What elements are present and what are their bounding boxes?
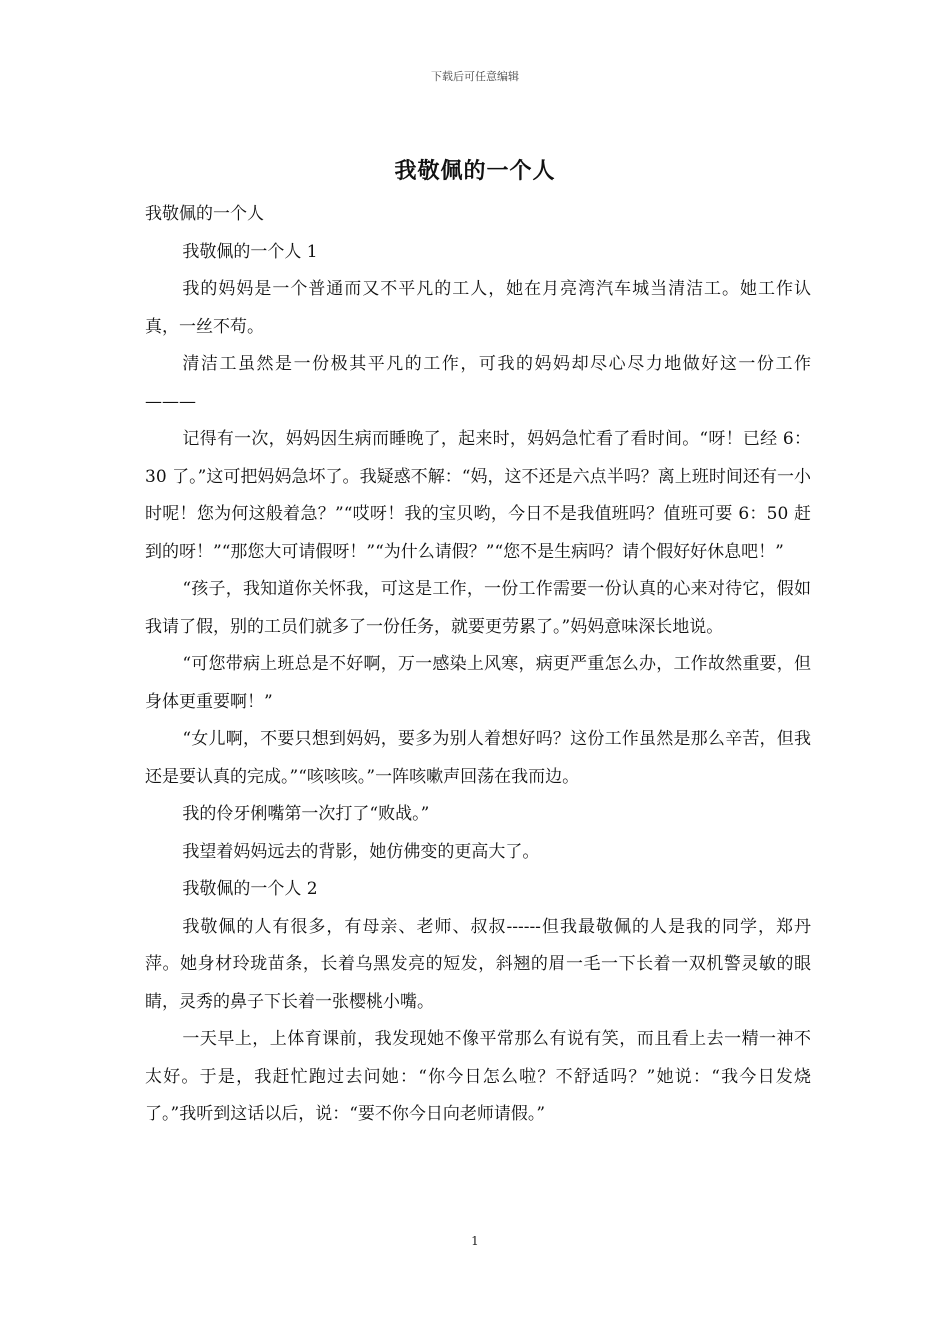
paragraph: “可您带病上班总是不好啊，万一感染上风寒，病更严重怎么办，工作故然重要，但身体更重要啊！” <box>145 654 811 712</box>
page-header-note: 下载后可任意编辑 <box>431 70 519 83</box>
paragraph: 我敬佩的一个人 <box>145 204 264 224</box>
page-number: 1 <box>471 1234 479 1248</box>
paragraph: 一天早上，上体育课前，我发现她不像平常那么有说有笑，而且看上去一精一神不太好。于是，我赶忙跑过去问她：“你今日怎么啦？不舒适吗？”她说：“我今日发烧了。”我听到这话以后，说：“要不你今日向老师请假。” <box>145 1029 811 1124</box>
paragraph: 我敬佩的一个人 2 <box>182 879 318 899</box>
document-title: 我敬佩的一个人 <box>394 158 556 184</box>
paragraph: “女儿啊，不要只想到妈妈，要多为别人着想好吗？这份工作虽然是那么辛苦，但我还是要认真的完成。”“咳咳咳。”一阵咳嗽声回荡在我而边。 <box>145 729 811 787</box>
paragraph: 清洁工虽然是一份极其平凡的工作，可我的妈妈却尽心尽力地做好这一份工作——— <box>145 354 811 412</box>
paragraph: 我的妈妈是一个普通而又不平凡的工人，她在月亮湾汽车城当清洁工。她工作认真，一丝不苟。 <box>145 279 811 337</box>
paragraph: 我敬佩的一个人 1 <box>182 241 318 262</box>
document-body <box>145 196 811 1134</box>
paragraph: 记得有一次，妈妈因生病而睡晚了，起来时，妈妈急忙看了看时间。“呀！已经 6：30 了。”这可把妈妈急坏了。我疑惑不解：“妈，这不还是六点半吗？离上班时间还有一小时呢！您为何这般着急？”“哎呀！我的宝贝哟，今日不是我值班吗？值班可要 6：50 赶到的呀！”“那您大可请假呀！”“为什么请假？”“您不是生病吗？请个假好好休息吧！” <box>145 429 811 562</box>
paragraph: 我敬佩的人有很多，有母亲、老师、叔叔------但我最敬佩的人是我的同学，郑丹萍。她身材玲珑苗条，长着乌黑发亮的短发，斜翘的眉一毛一下长着一双机警灵敏的眼睛，灵秀的鼻子下长着一张樱桃小嘴。 <box>145 916 811 1012</box>
paragraph: 我望着妈妈远去的背影，她仿佛变的更高大了。 <box>182 841 540 862</box>
paragraph: “孩子，我知道你关怀我，可这是工作，一份工作需要一份认真的心来对待它，假如我请了假，别的工员们就多了一份任务，就要更劳累了。”妈妈意味深长地说。 <box>145 579 811 637</box>
paragraph: 我的伶牙俐嘴第一次打了“败战。” <box>182 804 430 824</box>
